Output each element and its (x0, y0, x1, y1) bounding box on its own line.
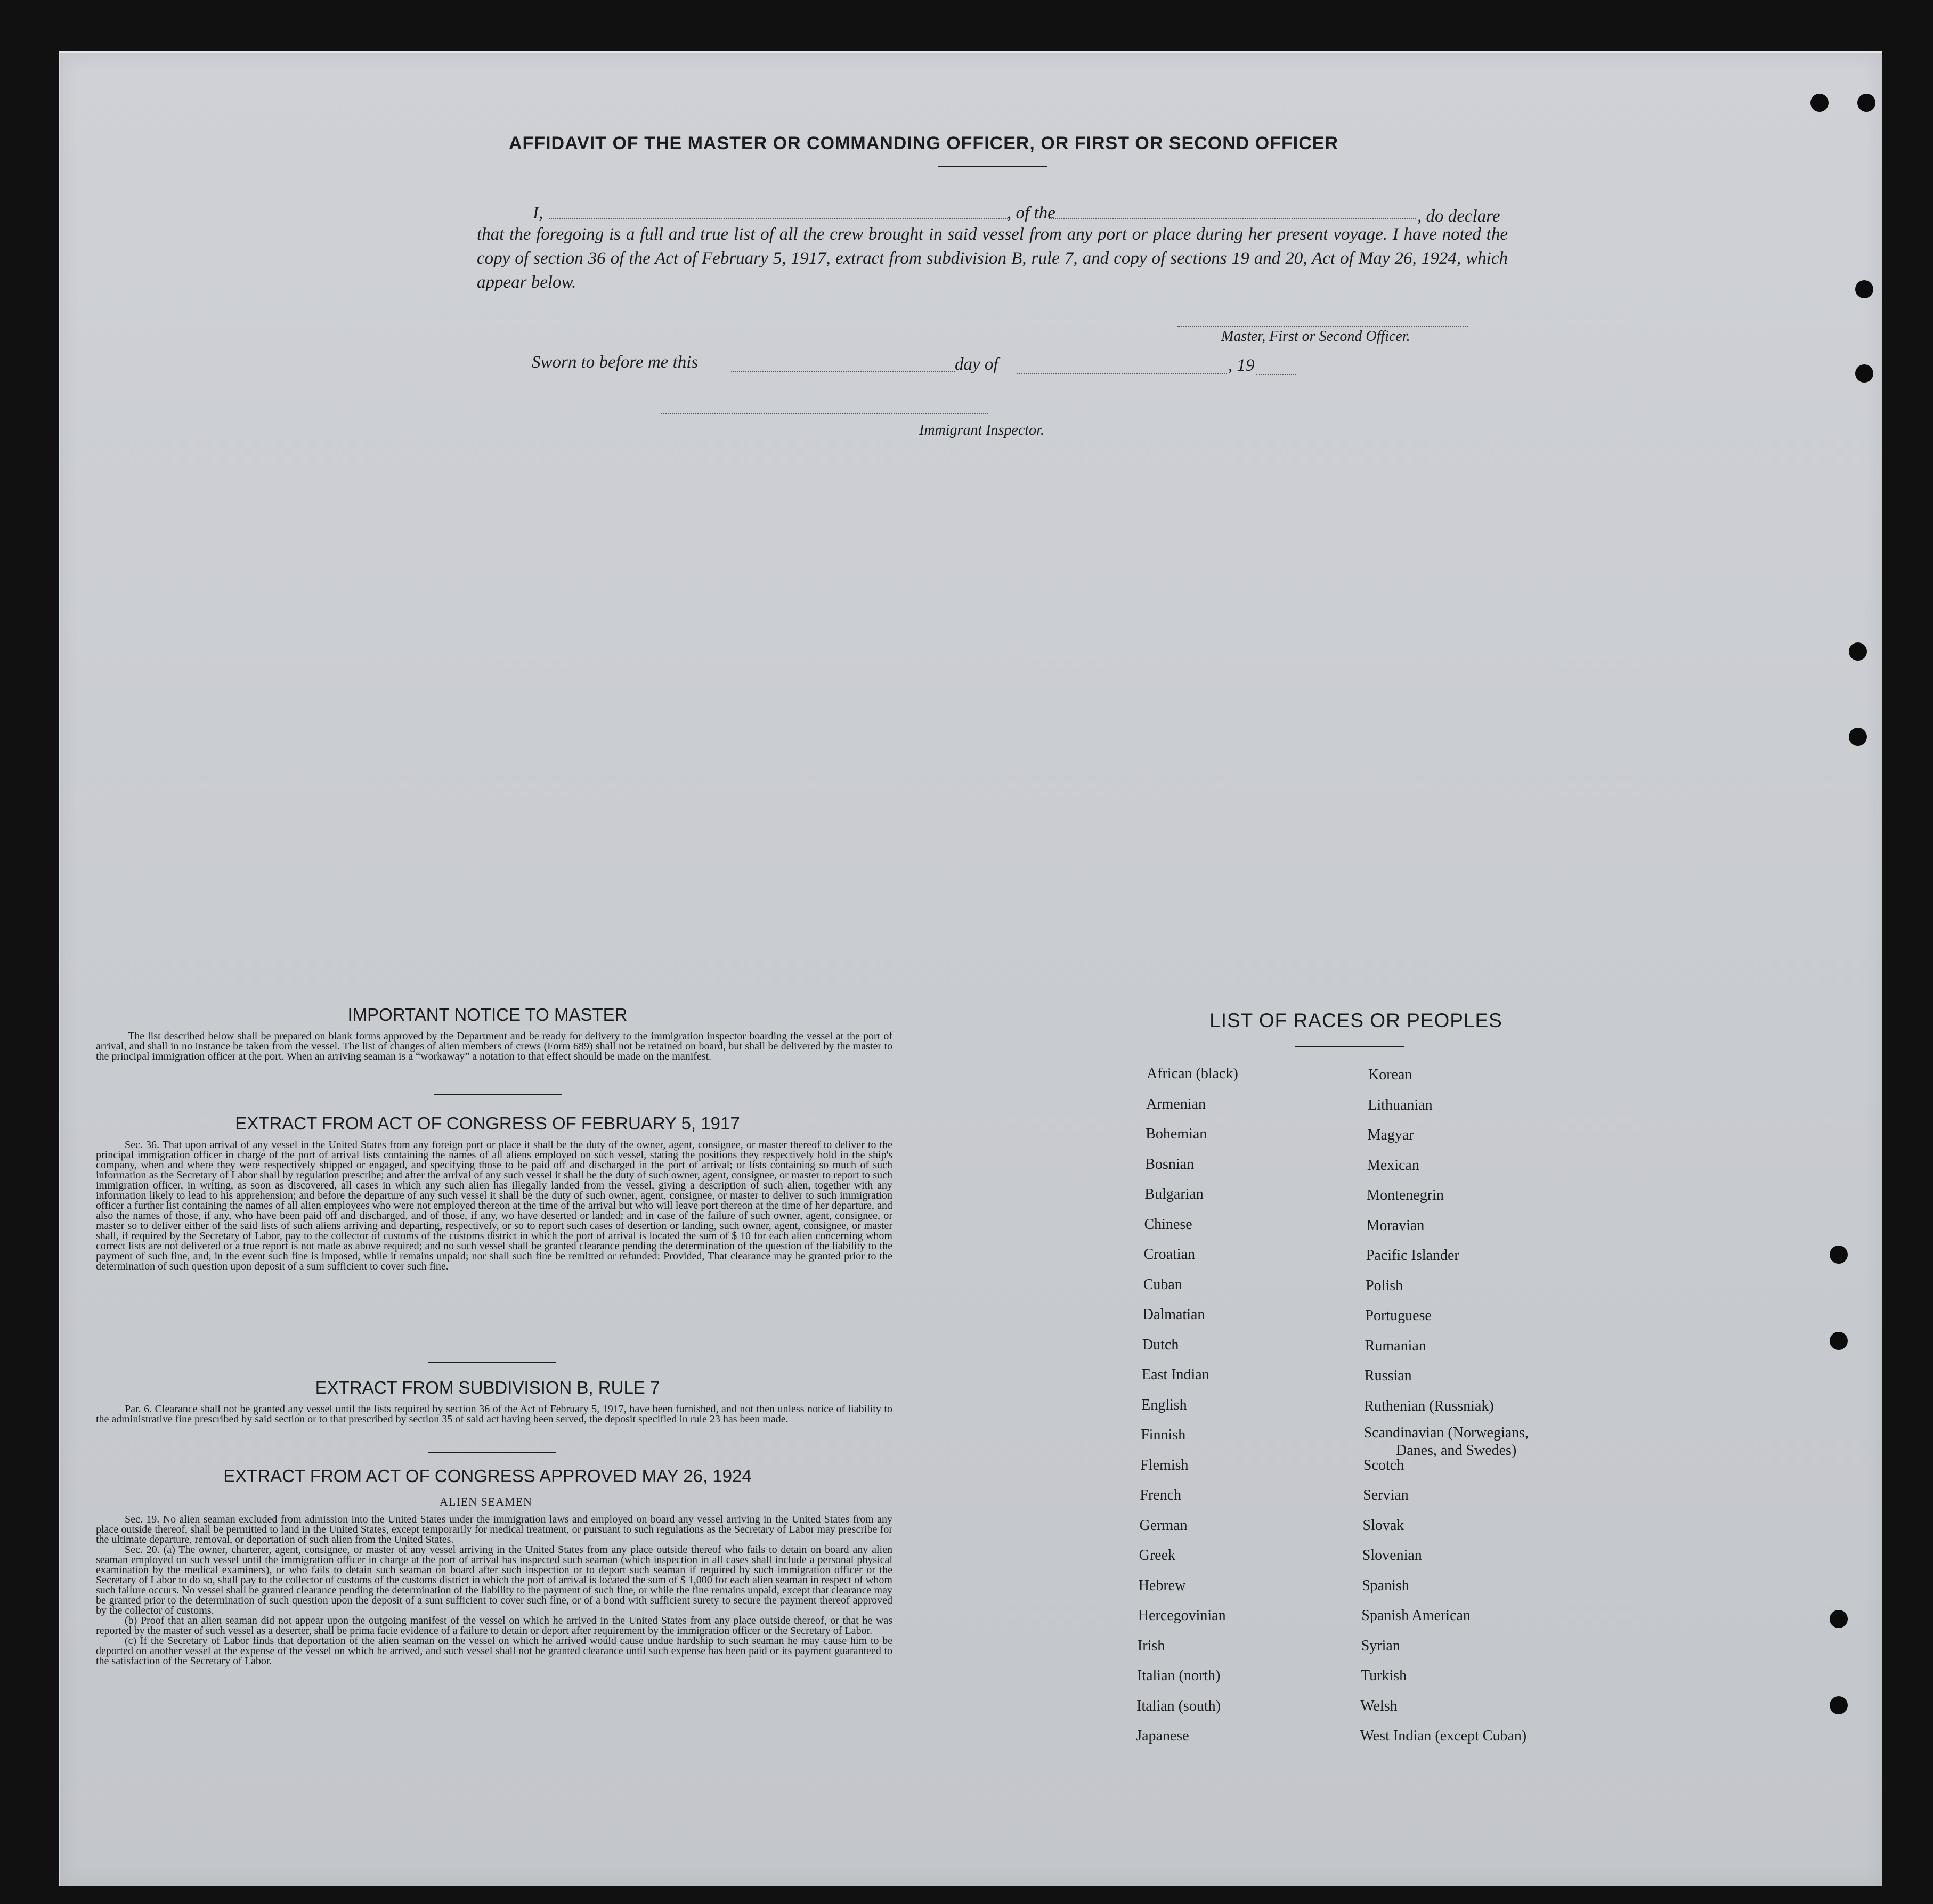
notice-text: The list described below shall be prepared on blank forms approved by the Department and be ready for delivery to the immigration inspector boarding the vessel at the port of arrival, and shall in no instance be taken from the vessel. The list of changes of alien members of crews (Form 689) shall not be retained on board, but shall be delivered by the master to the principal immigration officer at the port. When an arriving seaman is a “workaway” a notation to that effect should be made on the manifest. (96, 1030, 892, 1062)
race-item: Ruthenian (Russniak) (1364, 1397, 1494, 1414)
alien-seamen-subtitle: ALIEN SEAMEN (440, 1495, 532, 1508)
notice-title: IMPORTANT NOTICE TO MASTER (347, 1005, 628, 1024)
race-item: German (1139, 1517, 1188, 1534)
race-item: Cuban (1143, 1276, 1182, 1293)
race-item: Bohemian (1146, 1126, 1207, 1142)
affidavit-paragraph: that the foregoing is a full and true list of all the crew brought in said vessel from any port or place during her present voyage. I have noted the copy of section 36 of the Act of February 5, 1917, extract from subdivision B, rule 7, and copy of sections 19 and 20, Act of May 26, 1924, which appear below. (477, 225, 1508, 292)
master-signature-label: Master, First or Second Officer. (1221, 328, 1410, 345)
punch-hole-icon (1849, 728, 1867, 746)
punch-hole-icon (1810, 94, 1829, 112)
race-item: Servian (1363, 1487, 1409, 1503)
race-item: Italian (south) (1136, 1697, 1221, 1714)
name-blank[interactable] (549, 218, 1008, 219)
i-label: I, (533, 204, 543, 223)
race-item: Slovenian (1362, 1547, 1422, 1564)
sec19-text: Sec. 19. No alien seaman excluded from admission into the United States under the immigration laws and employed on board any vessel arriving in the United States from any place outside thereof, shall be permitted to land in the United States, except temporarily for medical treatment, or pursuant to such regulations as the Secretary of Labor may prescribe for the ultimate departure, removal, or deportation of such alien from the United States. (96, 1514, 892, 1545)
race-item: Spanish American (1361, 1607, 1471, 1624)
affidavit-title: AFFIDAVIT OF THE MASTER OR COMMANDING OFFICER, OR FIRST OR SECOND OFFICER (509, 133, 1338, 153)
race-item: Chinese (1144, 1216, 1192, 1233)
race-item: Bulgarian (1144, 1186, 1204, 1202)
punch-hole-icon (1830, 1610, 1848, 1628)
race-item: Polish (1366, 1277, 1403, 1294)
race-item: Mexican (1367, 1157, 1419, 1174)
race-item: Welsh (1360, 1697, 1398, 1714)
race-item: West Indian (except Cuban) (1360, 1728, 1527, 1744)
divider (428, 1362, 556, 1363)
race-item: Scotch (1363, 1457, 1404, 1474)
race-item: French (1140, 1487, 1182, 1503)
race-item: Dutch (1142, 1336, 1179, 1353)
sworn-month-blank[interactable] (1017, 373, 1227, 374)
race-item: Montenegrin (1367, 1187, 1444, 1203)
race-item: Armenian (1146, 1095, 1206, 1112)
race-item: Bosnian (1145, 1156, 1195, 1173)
inspector-signature-blank[interactable] (661, 413, 988, 414)
race-item: English (1141, 1396, 1187, 1413)
day-of-label: day of (955, 355, 998, 374)
race-item: Magyar (1367, 1127, 1414, 1143)
race-item: Slovak (1362, 1517, 1404, 1534)
divider (428, 1452, 556, 1453)
races-title-underline (1295, 1046, 1404, 1047)
sec20c-text: (c) If the Secretary of Labor finds that deportation of the alien seaman on the vessel on which he arrived would cause undue hardship to such seaman he may cause him to be deported on another vessel at the expense of the vessel on which he arrived, and such vessel shall not be granted clearance until such expense has been paid or its payment guaranteed to the satisfaction of the Secretary of Labor. (96, 1635, 892, 1667)
race-item: Russian (1365, 1368, 1412, 1384)
race-item: Greek (1139, 1547, 1175, 1564)
year-label: , 19 (1228, 356, 1255, 375)
punch-hole-icon (1855, 364, 1873, 383)
title-underline (938, 166, 1047, 167)
extract-1917-title: EXTRACT FROM ACT OF CONGRESS OF FEBRUARY 5, 1917 (235, 1113, 740, 1133)
race-item: Irish (1137, 1637, 1165, 1654)
punch-hole-icon (1830, 1332, 1848, 1350)
race-item: Pacific Islander (1366, 1247, 1459, 1264)
extract-1924-title: EXTRACT FROM ACT OF CONGRESS APPROVED MAY 26, 1924 (223, 1466, 752, 1486)
race-item: Scandinavian (Norwegians, (1363, 1425, 1529, 1441)
do-declare-label: , do declare (1417, 207, 1500, 226)
race-item: Lithuanian (1368, 1096, 1433, 1113)
vessel-blank[interactable] (1049, 218, 1416, 219)
race-item: African (black) (1147, 1065, 1238, 1082)
of-the-label: , of the (1007, 204, 1055, 223)
sec20b-text: (b) Proof that an alien seaman did not appear upon the outgoing manifest of the vessel on which he arrived in the United States from any place outside thereof, or that he was reported by the master of such vessel as a deserter, shall be prima facie evidence of a failure to detain or deport after requirement by the immigration officer or the Secretary of Labor. (96, 1615, 892, 1637)
extract-rule7-text: Par. 6. Clearance shall not be granted any vessel until the lists required by section 36 of the Act of February 5, 1917, have been furnished, and not then unless notice of liability to the administrative fine prescribed by said section or to that prescribed by section 35 of said act having been served, the deposit specified in rule 23 has been made. (96, 1403, 892, 1425)
extract-1924-body (96, 1515, 892, 1666)
race-item: Croatian (1143, 1246, 1196, 1263)
race-item: Moravian (1366, 1217, 1425, 1234)
extract-1917-text: Sec. 36. That upon arrival of any vessel in the United States from any foreign port or place it shall be the duty of the owner, agent, consignee, or master thereof to deliver to the principal immigration officer in charge of the port of arrival lists containing the names of all aliens employed on such vessel, stating the positions they respectively hold in the ship's company, when and where they were respectively shipped or engaged, and specifying those to be paid off and discharged in the port of arrival; or lists containing so much of such information as the Secretary of Labor shall by regulation prescribe; and after the arrival of any such vessel it shall be the duty of such owner, agent, consignee, or master to report to such immigration officer, in writing, as soon as discovered, all cases in which any such alien has illegally landed from the vessel, giving a description of such alien, together with any information likely to lead to his apprehension; and before the departure of any such vessel it shall be the duty of such owner, agent, consignee, or master to deliver to such immigration officer a further list containing the names of all alien employees who were not employed thereon at the time of the arrival but who will leave port thereon at the time of her departure, and also the names of those, if any, who have been paid off and discharged, and of those, if any, wo have deserted or landed; and in case of the failure of such owner, agent, consignee, or master so to deliver either of the said lists of such aliens arriving and departing, respectively, or so to report such cases of desertion or landing, such owner, agent, consignee, or master shall, if required by the Secretary of Labor, pay to the collector of customs of the customs district in which the port of arrival is located the sum of $ 10 for each alien concerning whom correct lists are not delivered or a true report is not made as above required; and no such vessel shall be granted clearance pending the determination of the question of the liability to the payment of such fine, and, in the event such fine is imposed, while it remains unpaid; nor shall such fine be remitted or refunded: Provided, That clearance may be granted prior to the determination of such question upon deposit of a sum sufficient to cover such fine. (96, 1139, 892, 1272)
sworn-year-blank[interactable] (1256, 374, 1296, 375)
race-item: Turkish (1361, 1667, 1407, 1684)
race-item: Korean (1368, 1067, 1412, 1083)
punch-hole-icon (1830, 1246, 1848, 1264)
punch-hole-icon (1849, 642, 1867, 661)
race-item-continuation: Danes, and Swedes) (1396, 1442, 1517, 1459)
race-item: Portuguese (1365, 1307, 1432, 1324)
races-title: LIST OF RACES OR PEOPLES (1209, 1010, 1502, 1031)
race-item: Hebrew (1138, 1577, 1186, 1594)
race-item: Flemish (1140, 1457, 1189, 1474)
race-item: East Indian (1142, 1366, 1209, 1383)
master-signature-blank[interactable] (1177, 326, 1468, 327)
punch-hole-icon (1830, 1696, 1848, 1714)
inspector-label: Immigrant Inspector. (919, 422, 1044, 438)
extract-rule7-title: EXTRACT FROM SUBDIVISION B, RULE 7 (315, 1378, 660, 1397)
divider (434, 1094, 562, 1095)
race-item: Dalmatian (1142, 1306, 1205, 1323)
race-item: Japanese (1136, 1728, 1189, 1744)
race-item: Finnish (1141, 1427, 1186, 1443)
race-item: Rumanian (1365, 1337, 1426, 1354)
sworn-label: Sworn to before me this (532, 353, 699, 372)
punch-hole-icon (1857, 94, 1875, 112)
sworn-day-blank[interactable] (731, 371, 955, 372)
punch-hole-icon (1855, 280, 1873, 298)
race-item: Italian (north) (1137, 1667, 1221, 1684)
race-item: Syrian (1361, 1637, 1400, 1654)
sec20a-text: Sec. 20. (a) The owner, charterer, agent, consignee, or master of any vessel arriving in the United States from any place outside thereof who fails to detain on board any alien seaman employed on such vessel until the immigration officer in charge at the port of arrival has inspected such seaman (which inspection in all cases shall include a personal physical examination by the medical examiners), or who fails to detain such seaman on board after such inspection or to deport such seaman if required by such immigration officer or the Secretary of Labor to do so, shall pay to the collector of customs of the customs district in which the port of arrival is located the sum of $ 1,000 for each alien seaman in respect of whom such failure occurs. No vessel shall be granted clearance pending the determination of the liability to the payment of such fine, or while the fine remains unpaid, except that clearance may be granted prior to the determination of such question upon the deposit of a sum sufficient to cover such fine, or of a bond with sufficient surety to secure the payment thereof approved by the collector of customs. (96, 1544, 892, 1616)
race-item: Hercegovinian (1138, 1607, 1226, 1624)
race-item: Spanish (1362, 1577, 1409, 1594)
